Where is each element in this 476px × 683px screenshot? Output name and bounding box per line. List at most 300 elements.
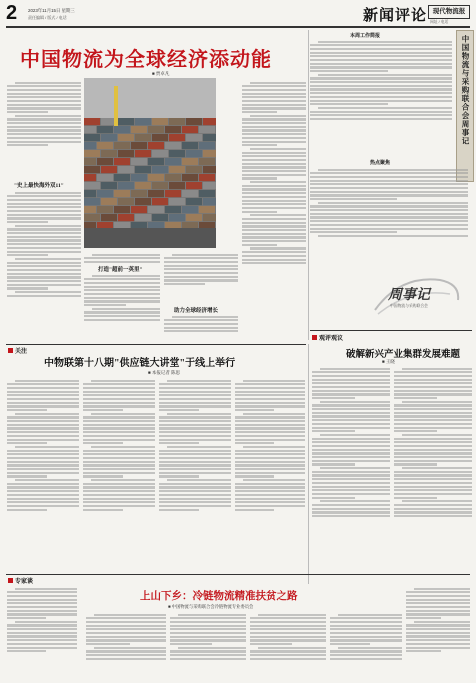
text-line: [83, 486, 155, 488]
text-line: [91, 479, 155, 481]
text-line: [15, 192, 81, 194]
text-line: [159, 505, 231, 507]
text-line: [402, 368, 472, 370]
text-line: [312, 404, 390, 406]
text-line: [7, 475, 47, 477]
text-line: [7, 236, 81, 238]
text-line: [159, 420, 231, 422]
text-line: [83, 461, 155, 463]
text-line: [7, 269, 81, 271]
text-line: [15, 621, 77, 623]
text-line: [406, 628, 470, 630]
text-line: [7, 610, 77, 612]
text-line: [242, 89, 306, 91]
text-line: [172, 316, 238, 318]
text-line: [242, 107, 306, 109]
text-line: [235, 457, 305, 459]
text-line: [170, 625, 246, 627]
text-line: [310, 187, 468, 189]
container-box: [186, 150, 202, 157]
text-line: [159, 387, 231, 389]
text-line: [394, 449, 472, 451]
text-line: [7, 133, 81, 135]
text-line: [312, 386, 390, 388]
text-line: [7, 199, 81, 201]
text-line: [15, 258, 81, 260]
text-line: [394, 375, 472, 377]
text-line: [235, 387, 305, 389]
text-line: [84, 315, 160, 317]
text-line: [250, 650, 326, 652]
text-line: [250, 247, 306, 249]
container-box: [84, 142, 96, 149]
container-box: [165, 190, 181, 197]
container-box: [114, 190, 130, 197]
text-line: [235, 490, 305, 492]
text-line: [312, 430, 355, 432]
text-line: [242, 218, 306, 220]
text-line: [310, 231, 397, 233]
text-line: [235, 501, 305, 503]
text-line: [159, 475, 199, 477]
text-line: [250, 625, 326, 627]
text-line: [242, 203, 306, 205]
text-line: [164, 319, 238, 321]
sidebar-hot-text: [310, 167, 468, 267]
text-line: [250, 214, 306, 216]
article3-headline: 上山下乡：冷链物流精准扶贫之路: [140, 591, 298, 602]
text-line: [84, 257, 160, 259]
text-line: [394, 508, 472, 510]
text-line: [86, 621, 166, 623]
text-line: [170, 658, 246, 660]
text-line: [394, 419, 472, 421]
text-line: [7, 107, 81, 109]
text-line: [394, 497, 437, 499]
article2-section-label: [8, 346, 27, 355]
text-line: [320, 467, 390, 469]
text-line: [310, 224, 468, 226]
text-line: [312, 379, 390, 381]
text-line: [7, 137, 81, 139]
text-line: [310, 172, 468, 174]
text-line: [7, 424, 79, 426]
container-box: [118, 214, 134, 221]
text-line: [394, 404, 472, 406]
text-line: [338, 647, 402, 649]
text-line: [394, 412, 472, 414]
text-line: [242, 262, 306, 264]
text-line: [242, 93, 306, 95]
text-line: [394, 471, 472, 473]
text-line: [312, 412, 390, 414]
text-line: [7, 210, 81, 212]
text-line: [7, 111, 48, 113]
text-line: [84, 300, 160, 302]
text-line: [235, 420, 305, 422]
lead-photo-container-ship: [84, 78, 216, 248]
text-line: [318, 235, 468, 237]
masthead-rule: [6, 26, 470, 28]
text-line: [159, 439, 231, 441]
text-line: [235, 442, 274, 444]
text-line: [235, 453, 305, 455]
text-line: [7, 635, 77, 637]
lead-col-3b: [164, 314, 238, 342]
text-line: [320, 434, 390, 436]
text-line: [7, 599, 77, 601]
text-line: [159, 490, 231, 492]
text-line: [167, 446, 231, 448]
text-line: [164, 268, 238, 270]
text-line: [159, 416, 231, 418]
container-box: [199, 174, 215, 181]
text-line: [394, 430, 437, 432]
container-box: [169, 150, 185, 157]
text-line: [310, 48, 452, 50]
logo-text: 周事记: [388, 288, 430, 303]
text-line: [312, 382, 390, 384]
text-line: [310, 44, 452, 46]
text-line: [83, 398, 155, 400]
container-box: [169, 198, 185, 205]
text-line: [394, 478, 472, 480]
text-line: [7, 93, 81, 95]
text-line: [318, 74, 452, 76]
text-line: [83, 439, 155, 441]
container-box: [118, 150, 134, 157]
text-line: [84, 311, 160, 313]
text-line: [164, 261, 238, 263]
article2-byline: ■ 本报记者 陈思: [148, 370, 180, 375]
text-line: [235, 394, 305, 396]
text-line: [242, 225, 306, 227]
text-line: [394, 460, 472, 462]
text-line: [170, 654, 246, 656]
text-line: [7, 383, 79, 385]
text-line: [406, 632, 470, 634]
container-box: [182, 126, 198, 133]
text-line: [7, 295, 81, 297]
text-line: [243, 479, 305, 481]
text-line: [83, 424, 155, 426]
text-line: [7, 409, 47, 411]
text-line: [84, 319, 160, 321]
text-line: [312, 511, 390, 513]
text-line: [312, 493, 390, 495]
text-line: [83, 402, 155, 404]
text-line: [310, 66, 452, 68]
text-line: [312, 478, 390, 480]
date-line: 2023年11月15日 星期三: [28, 8, 75, 13]
text-line: [235, 424, 305, 426]
text-line: [242, 233, 306, 235]
text-line: [312, 482, 390, 484]
text-line: [159, 468, 231, 470]
container-box: [84, 134, 100, 141]
rule-lead-right: [308, 30, 309, 340]
text-line: [394, 452, 472, 454]
container-box: [203, 214, 216, 221]
text-line: [394, 474, 472, 476]
page-number: 2: [6, 2, 18, 24]
container-box: [118, 198, 134, 205]
article2-col-2: [83, 378, 155, 570]
text-line: [83, 427, 155, 429]
container-box: [186, 134, 202, 141]
text-line: [242, 122, 306, 124]
text-line: [83, 450, 155, 452]
text-line: [394, 515, 472, 517]
text-line: [7, 96, 81, 98]
container-box: [186, 166, 202, 173]
container-box: [169, 214, 185, 221]
container-box: [135, 150, 151, 157]
text-line: [242, 85, 306, 87]
text-line: [406, 606, 470, 608]
text-line: [86, 625, 166, 627]
text-line: [159, 442, 199, 444]
text-line: [7, 85, 81, 87]
text-line: [235, 498, 305, 500]
text-line: [83, 383, 155, 385]
text-line: [92, 275, 160, 277]
text-line: [7, 394, 79, 396]
container-box: [203, 134, 216, 141]
container-box: [131, 190, 147, 197]
text-line: [7, 214, 81, 216]
text-line: [394, 379, 472, 381]
container-box: [165, 126, 181, 133]
container-box: [152, 214, 168, 221]
text-line: [7, 606, 77, 608]
text-line: [406, 617, 441, 619]
text-line: [310, 103, 388, 105]
masthead: [0, 0, 476, 30]
text-line: [83, 494, 155, 496]
text-line: [7, 509, 47, 511]
text-line: [159, 402, 231, 404]
text-line: [178, 647, 246, 649]
text-line: [242, 118, 306, 120]
text-line: [312, 397, 355, 399]
text-line: [330, 639, 402, 641]
text-line: [330, 625, 402, 627]
text-line: [250, 639, 326, 641]
text-line: [94, 614, 166, 616]
text-line: [394, 482, 472, 484]
text-line: [406, 591, 470, 593]
comment-col-1: [312, 366, 390, 582]
text-line: [7, 647, 77, 649]
container-box: [97, 190, 113, 197]
text-line: [312, 375, 390, 377]
text-line: [242, 255, 306, 257]
text-line: [170, 636, 246, 638]
comment-section-label: [312, 333, 343, 342]
text-line: [7, 254, 48, 256]
text-line: [242, 96, 306, 98]
text-line: [7, 617, 46, 619]
container-box: [84, 214, 100, 221]
text-line: [159, 461, 231, 463]
container-box: [84, 158, 96, 165]
container-box: [165, 206, 181, 213]
text-line: [310, 220, 468, 222]
text-line: [83, 464, 155, 466]
text-line: [83, 472, 155, 474]
text-line: [86, 617, 166, 619]
text-line: [159, 483, 231, 485]
text-line: [406, 643, 470, 645]
text-line: [235, 450, 305, 452]
text-line: [394, 408, 472, 410]
text-line: [7, 239, 81, 241]
container-box: [182, 190, 198, 197]
text-line: [243, 380, 305, 382]
text-line: [7, 442, 47, 444]
text-line: [402, 434, 472, 436]
text-line: [330, 658, 402, 660]
text-line: [312, 393, 390, 395]
text-line: [310, 198, 397, 200]
text-line: [242, 240, 306, 242]
text-line: [83, 435, 155, 437]
text-line: [406, 595, 470, 597]
text-line: [235, 435, 305, 437]
comment-col-2: [394, 366, 472, 582]
text-line: [159, 391, 231, 393]
lead-subhead-1: "史上最快海外双11": [14, 183, 64, 189]
text-line: [312, 438, 390, 440]
sidebar-brief-text: [310, 39, 452, 157]
text-line: [235, 427, 305, 429]
text-line: [7, 483, 79, 485]
text-line: [7, 632, 77, 634]
text-line: [312, 445, 390, 447]
text-line: [92, 308, 160, 310]
text-line: [320, 500, 390, 502]
text-line: [235, 439, 305, 441]
container-box: [169, 134, 185, 141]
text-line: [250, 643, 292, 645]
text-line: [7, 468, 79, 470]
text-line: [7, 591, 77, 593]
container-box: [84, 126, 96, 133]
text-line: [242, 159, 306, 161]
container-box: [148, 206, 164, 213]
text-line: [83, 420, 155, 422]
text-line: [7, 494, 79, 496]
container-box: [182, 142, 198, 149]
text-line: [159, 405, 231, 407]
text-line: [7, 228, 81, 230]
text-line: [394, 393, 472, 395]
text-line: [7, 490, 79, 492]
text-line: [406, 599, 470, 601]
text-line: [310, 228, 468, 230]
text-line: [330, 628, 402, 630]
text-line: [164, 272, 238, 274]
text-line: [15, 115, 81, 117]
text-line: [83, 483, 155, 485]
text-line: [243, 446, 305, 448]
text-line: [310, 59, 452, 61]
text-line: [330, 617, 402, 619]
sub-info: 网址 / 电话: [430, 20, 449, 24]
text-line: [310, 118, 452, 120]
text-line: [242, 163, 306, 165]
container-box: [131, 142, 147, 149]
text-line: [338, 614, 402, 616]
text-line: [312, 441, 390, 443]
text-line: [312, 427, 390, 429]
text-line: [402, 467, 472, 469]
text-line: [235, 468, 305, 470]
rule-article2-top: [6, 344, 306, 345]
text-line: [310, 180, 468, 182]
container-box: [203, 166, 216, 173]
text-line: [7, 613, 77, 615]
text-line: [7, 431, 79, 433]
article3-section-label: [8, 576, 33, 585]
text-line: [250, 654, 326, 656]
text-line: [170, 650, 246, 652]
text-line: [164, 265, 238, 267]
text-line: [7, 453, 79, 455]
text-line: [318, 202, 468, 204]
container-box: [135, 214, 151, 221]
text-line: [394, 486, 472, 488]
text-line: [242, 155, 306, 157]
text-line: [330, 621, 402, 623]
text-line: [7, 461, 79, 463]
text-line: [330, 650, 402, 652]
text-line: [242, 251, 306, 253]
text-line: [394, 386, 472, 388]
text-line: [310, 216, 468, 218]
text-line: [242, 207, 306, 209]
text-line: [394, 382, 472, 384]
container-box: [165, 174, 181, 181]
text-line: [312, 419, 390, 421]
text-line: [7, 243, 81, 245]
text-line: [83, 475, 123, 477]
container-box: [135, 198, 151, 205]
text-line: [7, 276, 81, 278]
container-box: [186, 182, 202, 189]
text-line: [310, 52, 452, 54]
text-line: [235, 483, 305, 485]
text-line: [312, 371, 390, 373]
text-line: [170, 617, 246, 619]
container-box: [101, 134, 117, 141]
text-line: [394, 493, 472, 495]
text-line: [83, 431, 155, 433]
text-line: [7, 416, 79, 418]
text-line: [7, 602, 77, 604]
text-line: [310, 63, 452, 65]
text-line: [83, 391, 155, 393]
container-box: [135, 166, 151, 173]
text-line: [7, 439, 79, 441]
text-line: [406, 610, 470, 612]
text-line: [242, 152, 306, 154]
container-box: [118, 118, 134, 125]
container-box: [199, 158, 215, 165]
text-line: [235, 398, 305, 400]
text-line: [159, 501, 231, 503]
